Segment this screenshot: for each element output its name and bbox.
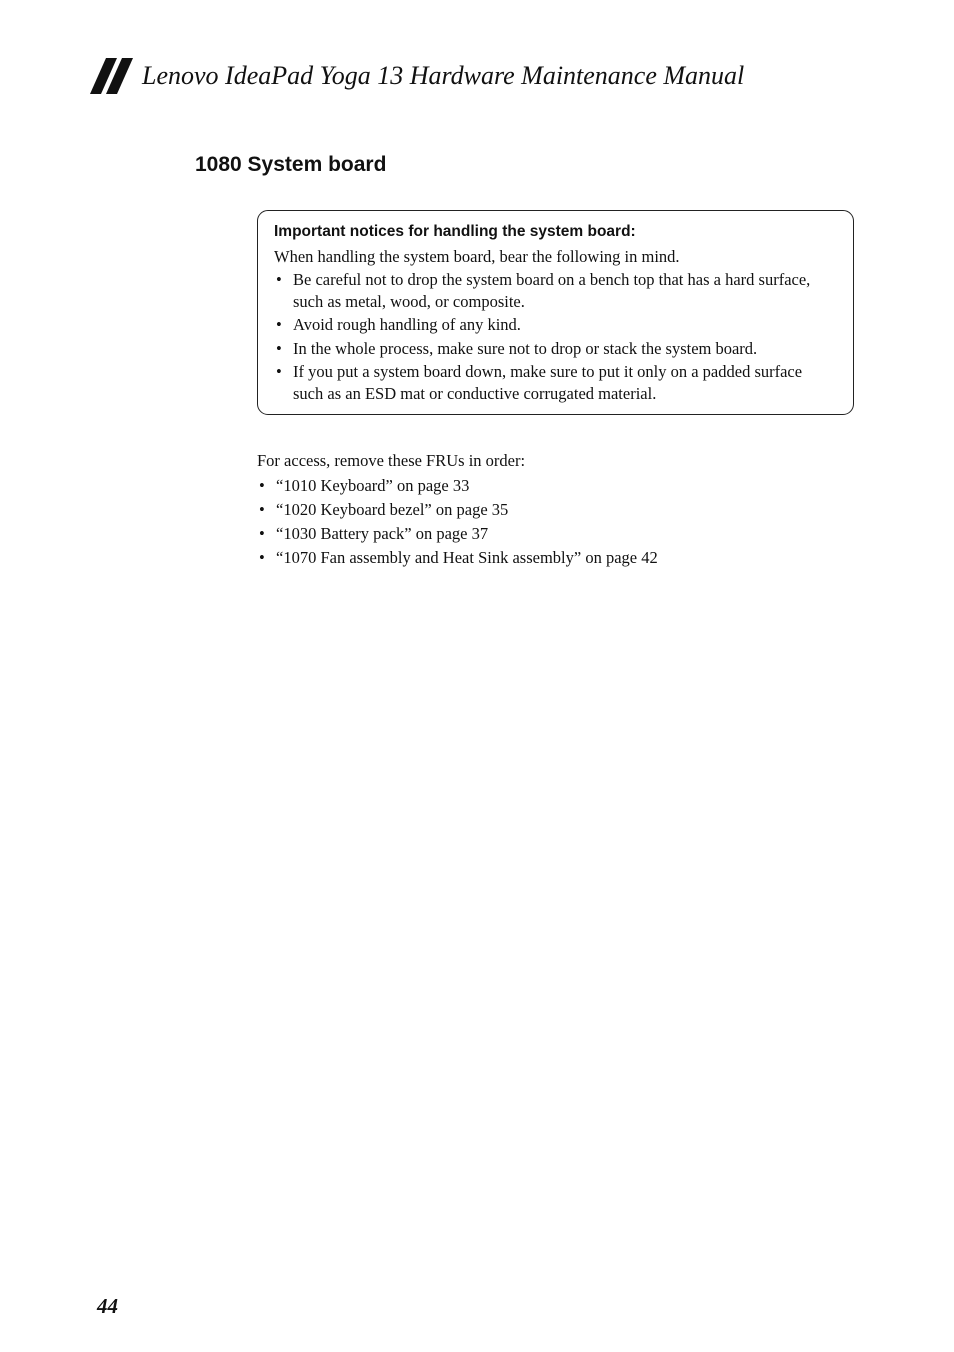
- list-item: • “1010 Keyboard” on page 33: [259, 476, 470, 495]
- notice-list: [274, 269, 833, 404]
- page-number: 44: [97, 1294, 118, 1318]
- double-slash-icon: [90, 56, 136, 96]
- fru-list: [257, 474, 857, 570]
- notice-item-text: Be careful not to drop the system board on a bench top that has a hard surface, such as metal, wood, or composite.: [293, 270, 811, 311]
- manual-title: Lenovo IdeaPad Yoga 13 Hardware Maintenance Manual: [142, 61, 745, 90]
- list-item: • If you put a system board down, make sure to put it only on a padded surface such as an ESD mat or conductive corrugated material.: [276, 362, 803, 403]
- fru-link[interactable]: “1010 Keyboard” on page 33: [276, 476, 470, 495]
- fru-link[interactable]: “1030 Battery pack” on page 37: [276, 524, 489, 543]
- notice-item-text: In the whole process, make sure not to drop or stack the system board.: [293, 338, 758, 358]
- page-header: [90, 56, 744, 96]
- list-item: • “1070 Fan assembly and Heat Sink assembly” on page 42: [259, 548, 658, 567]
- notice-box: [257, 210, 854, 415]
- notice-item-text: Avoid rough handling of any kind.: [293, 315, 521, 334]
- notice-heading: Important notices for handling the system board:: [274, 223, 636, 240]
- section-title: 1080 System board: [195, 153, 387, 176]
- notice-item-text: If you put a system board down, make sure to put it only on a padded surface such as an ESD mat or conductive corrugated material.: [293, 362, 803, 403]
- access-intro: For access, remove these FRUs in order:: [257, 451, 526, 470]
- access-section: [257, 449, 857, 570]
- list-item: • “1030 Battery pack” on page 37: [259, 524, 489, 543]
- fru-link[interactable]: “1070 Fan assembly and Heat Sink assembly” on page 42: [276, 548, 658, 567]
- list-item: • “1020 Keyboard bezel” on page 35: [259, 500, 509, 519]
- fru-link[interactable]: “1020 Keyboard bezel” on page 35: [276, 500, 509, 519]
- notice-intro: When handling the system board, bear the following in mind.: [274, 247, 680, 266]
- list-item: • Avoid rough handling of any kind.: [276, 315, 521, 334]
- list-item: • In the whole process, make sure not to drop or stack the system board.: [276, 338, 758, 358]
- list-item: • Be careful not to drop the system board on a bench top that has a hard surface, such as metal, wood, or composite.: [276, 270, 811, 311]
